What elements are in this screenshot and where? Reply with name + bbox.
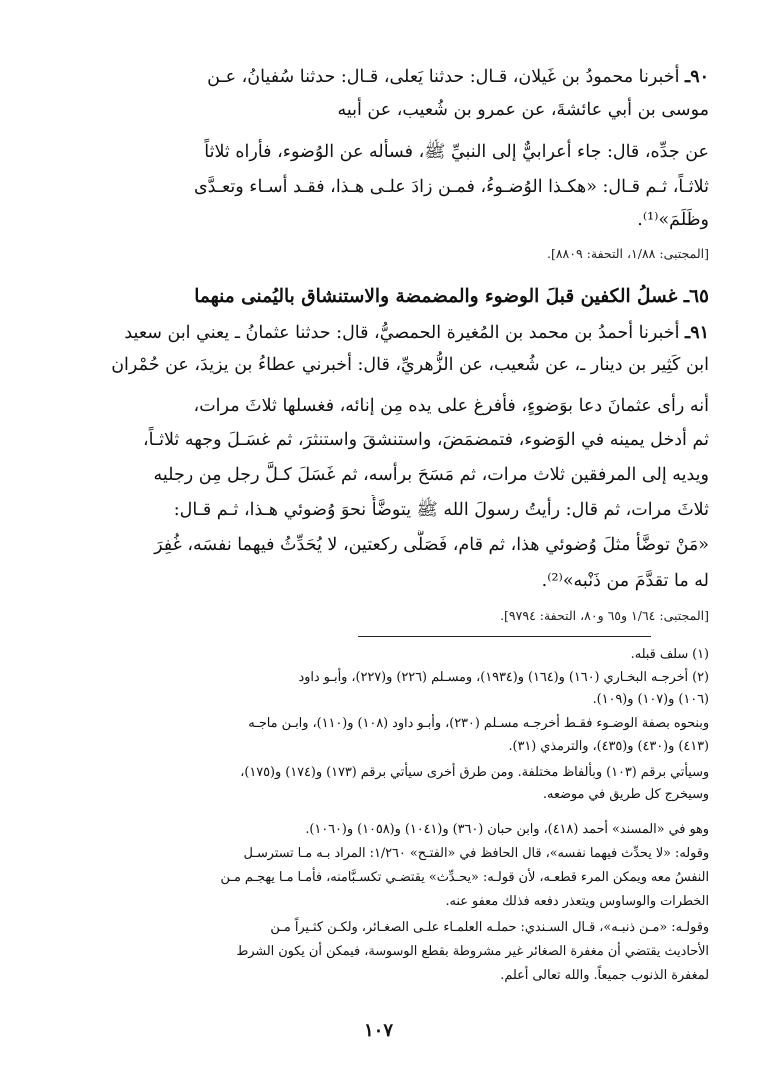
footnote-1: (١) سلف قبله. [630, 647, 709, 662]
hadith-91-line-4: ثم أدخل يمينه في الوَضوء، فتمضمَضَ، واستنشقَ واستنثرَ، ثم غسَـلَ وجهه ثلاثـاً، [142, 430, 709, 450]
footnote-separator [358, 636, 651, 637]
page-number: ١٠٧ [363, 1020, 393, 1041]
footnote-para-line-10: الأحاديث يقتضي أن مغفرة الصغائر غير مشروطة بقطع الوسوسة، فيمكن أن يكون الشرط [236, 944, 709, 959]
footnote-para-line-4: وسيخرج كل طريق في موضعه. [542, 787, 709, 802]
hadith-90-line-5: وظَلَمَ»⁽¹⁾. [637, 210, 709, 230]
hadith-91-line-2: ابن كَثِير بن دينار ـ، عن شُعيب، عن الزُّهريِّ، قال: أخبرني عطاءُ بن يزيدَ، عن حُمْران [111, 355, 709, 375]
footnote-para-line-9: وقولـه: «مـن ذنبـه»، قـال السـندي: حملـه العلمـاء علـى الصغـائر، ولكـن كثـيراً مـن [270, 920, 709, 935]
footnote-para-line-5: وهو في «المسند» أحمد (٤١٨)، وابن حبان (٣٦٠) و(١٠٤١) و(١٠٥٨) و(١٠٦٠). [305, 822, 709, 837]
hadith-91-line-3: أنه رأى عثمانَ دعا بوَضوءٍ، فأفرغ على يده مِن إنائه، فغسلها ثلاثَ مرات، [193, 396, 709, 416]
hadith-text: أخبرنا أحمدُ بن محمد بن المُغيرة الحمصيُّ، قال: حدثنا عثمانُ ـ يعني ابن سعيد [124, 323, 680, 343]
footnote-para-line-3: وسيأتي برقم (١٠٣) وبألفاظ مختلفة. ومن طرق أخرى سيأتي برقم (١٧٣) و(١٧٤) و(١٧٥)، [240, 765, 709, 780]
hadith-number: ٩١ـ [685, 323, 709, 343]
hadith-91-line-1 [43, 318, 709, 348]
hadith-91-line-6: ثلاثَ مرات، ثم قال: رأيتُ رسولَ الله ﷺ يتوضَّأُ نحوَ وُضوئي هـذا، ثـم قـال: [173, 500, 709, 520]
hadith-90-line-3: عن جدِّه، قال: جاء أعرابيٌّ إلى النبيِّ ﷺ، فسأله عن الوُضوء، فأراه ثلاثاً [204, 142, 709, 162]
hadith-91-line-7: «مَنْ توضَّأ مثلَ وُضوئي هذا، ثم قام، فَصَلَّى ركعتين، لا يُحَدِّثُ فيهما نفسَه، غُفِرَ [154, 535, 709, 555]
hadith-91-reference: [المجتبى: ١/٦٤ و٦٥ و٨٠، التحفة: ٩٧٩٤]. [500, 608, 709, 623]
chapter-heading: ٦٥ـ غسلُ الكفين قبلَ الوضوء والمضمضة والاستنشاق باليُمنى منهما [194, 286, 709, 307]
hadith-90-line-1 [43, 62, 709, 92]
hadith-91-line-5: ويديه إلى المرفقين ثلاث مرات، ثم مَسَحَ برأسه، ثم غَسَلَ كـلَّ رجل مِن رجليه [153, 465, 709, 485]
footnote-para-line-1: وبنحوه بصفة الوضـوء فقـط أخرجـه مسـلم (٢٣٠)، وأبـو داود (١٠٨) و(١١٠)، وابـن ماجـه [248, 716, 709, 731]
hadith-90-line-4: ثلاثـاً، ثـم قـال: «هكـذا الوُضـوءُ، فمـن زادَ علـى هـذا، فقـد أسـاء وتعـدَّى [193, 177, 709, 197]
footnote-para-line-7: النفسُ معه ويمكن المرء قطعـه، لأن قولـه: «يحـدِّث» يقتضـي تكسـبَّامنه، فأمـا مـا يهجـم مـن [220, 870, 709, 885]
footnote-para-line-2: (٤١٣) و(٤٣٠) و(٤٣٥)، والترمذي (٣١). [508, 739, 709, 754]
hadith-text: أخبرنا محمودُ بن غَيلان، قـال: حدثنا يَعلى، قـال: حدثنا سُفيانُ، عـن [207, 67, 680, 87]
footnote-2-line-1: (٢) أخرجـه البخـاري (١٦٠) و(١٦٤) و(١٩٣٤)، ومسـلم (٢٢٦) و(٢٢٧)، وأبـو داود [298, 670, 709, 685]
hadith-90-line-2: موسى بن أبي عائشةَ، عن عمرو بن شُعيب، عن أبيه [337, 100, 709, 120]
footnote-para-line-8: الخطرات والوساوس ويتعذر دفعه فذلك معفو عنه. [445, 894, 709, 909]
footnote-para-line-11: لمغفرة الذنوب جميعاً. والله تعالى أعلم. [500, 968, 709, 983]
hadith-90-reference: [المجتبى: ١/٨٨، التحفة: ٨٨٠٩]. [546, 246, 709, 261]
hadith-number: ٩٠ـ [685, 67, 709, 87]
hadith-91-line-8: له ما تقدَّمَ من ذَنْبه»⁽²⁾. [541, 571, 709, 591]
footnote-2-line-2: (١٠٦) و(١٠٧) و(١٠٩). [592, 692, 709, 707]
footnote-para-line-6: وقوله: «لا يحدِّث فيهما نفسه»، قال الحافظ في «الفتـح» ١/٢٦٠: المراد بـه مـا تسترسـل [243, 846, 709, 861]
